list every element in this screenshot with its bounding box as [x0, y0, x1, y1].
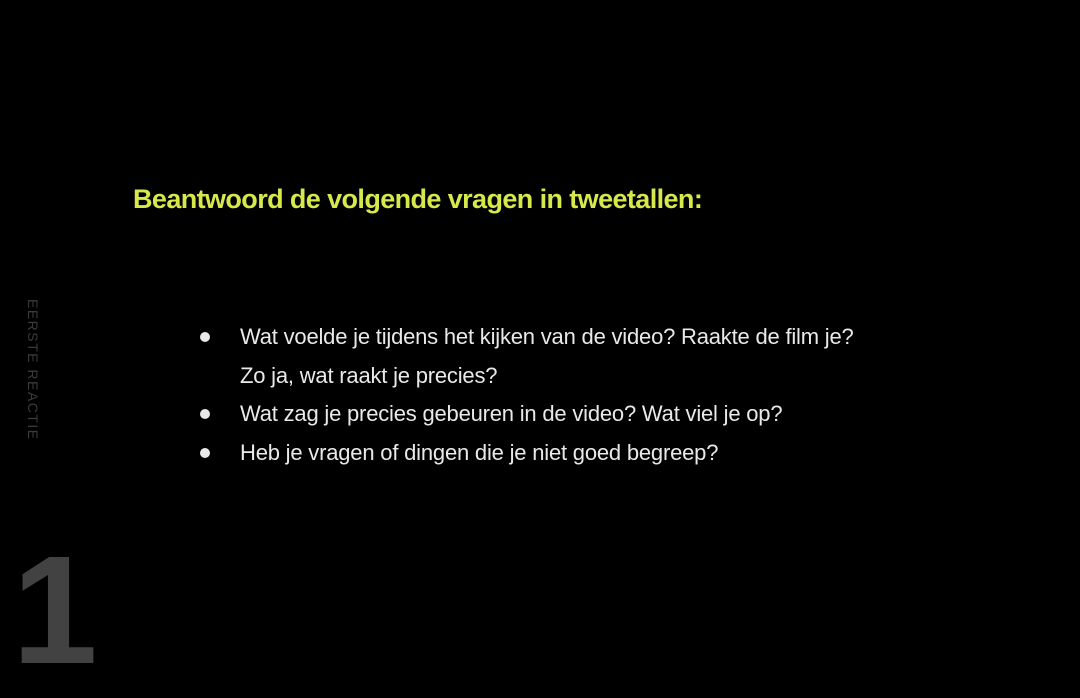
bullet-text-2	[240, 395, 782, 434]
bullet-line: Heb je vragen of dingen die je niet goed begreep?	[240, 439, 719, 465]
bullet-dot-icon	[200, 448, 210, 458]
bullet-text-1	[240, 318, 854, 395]
bullet-dot-icon	[200, 409, 210, 419]
side-label-eerste-reactie: EERSTE REACTIE	[25, 299, 41, 441]
bullet-list	[200, 318, 960, 472]
slide-number: 1	[12, 524, 98, 696]
slide-heading: Beantwoord de volgende vragen in tweetallen:	[133, 184, 703, 214]
bullet-line: Wat voelde je tijdens het kijken van de video? Raakte de film je?	[240, 324, 854, 349]
bullet-item-3	[200, 434, 960, 473]
bullet-dot-icon	[200, 332, 210, 342]
bullet-line: Wat zag je precies gebeuren in de video? Wat viel je op?	[240, 401, 783, 426]
bullet-text-3	[240, 434, 718, 473]
bullet-item-1	[200, 318, 960, 395]
bullet-item-2	[200, 395, 960, 434]
bullet-line: Zo ja, wat raakt je precies?	[240, 362, 498, 388]
